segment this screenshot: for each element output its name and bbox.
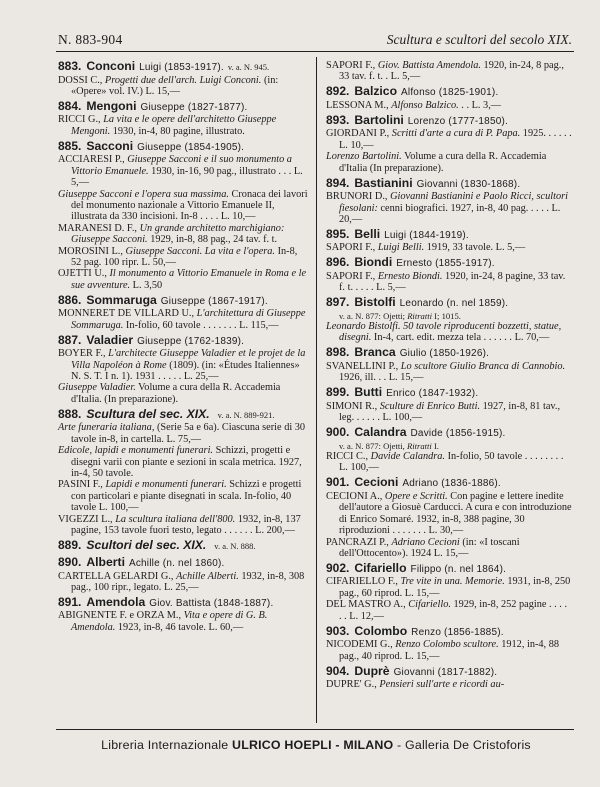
bibliography-item: MOROSINI L., Giuseppe Sacconi. La vita e l'opera. In-8, 52 pag. 100 ripr. L. 50,— [58, 245, 298, 268]
title-text: L'architettura di Giuseppe Sommaruga. [71, 308, 306, 331]
catalog-entry [58, 294, 308, 331]
entry-dates: Alfonso (1825-1901). [401, 87, 499, 99]
entry-heading [58, 408, 308, 423]
bibliography-item: GIORDANI P., Scritti d'arte a cura di P. Papa. 1925. . . . . . L. 10,— [326, 128, 572, 151]
entry-name: Duprè [354, 663, 390, 678]
title-text: L'architecte Giuseppe Valadier et le projet de la Villa Napoléon à Rome [71, 348, 306, 371]
title-text: Giuseppe Sacconi e l'opera sua massima. [58, 188, 229, 200]
bibliography-item: BOYER F., L'architecte Giuseppe Valadier et le projet de la Villa Napoléon à Rome (1809). (in: «Études Italiennes» N. S. T. I n. 1). 1931 . . . . . L. 25,— [58, 348, 306, 382]
footer-pre: Libreria Internazionale [101, 738, 229, 752]
entry-reference: v. a. N. 877: Ojetti, Ritratti I. [339, 440, 439, 451]
entry-heading [58, 100, 308, 115]
entry-name: Bartolini [354, 112, 404, 127]
catalog-entry [326, 60, 572, 83]
entry-number: 903. [326, 623, 350, 638]
entry-name: Biondi [354, 255, 393, 270]
bibliography-item: SAPORI F., Luigi Belli. 1919, 33 tavole. L. 5,— [326, 242, 526, 254]
bibliography-item: PANCRAZI P., Adriano Cecioni (in: «I toscani dell'Ottocento»). 1924 L. 15,— [326, 536, 520, 559]
title-text: Adriano Cecioni [391, 536, 460, 548]
entry-name: Bistolfi [354, 295, 396, 310]
title-text: Arte funeraria italiana, [58, 422, 155, 434]
entry-heading [58, 556, 308, 571]
entry-dates: Giuseppe (1867-1917). [160, 295, 268, 307]
bibliography-item: MONNERET DE VILLARD U., L'architettura di Giuseppe Sommaruga. In-folio, 60 tavole . . . . . . . L. 115,— [58, 308, 306, 331]
entry-number: 902. [326, 560, 350, 575]
entry-name: Belli [354, 226, 381, 241]
entry-name: Calandra [354, 425, 407, 440]
entry-number: 889. [58, 537, 82, 552]
bibliography-item: DOSSI C., Progetti due dell'arch. Luigi Conconi. (in: «Opere» vol. IV.) L. 15,— [58, 74, 279, 97]
title-text: La vita e le opere dell'architetto Giuseppe Mengoni. [71, 114, 277, 137]
entry-number: 894. [326, 175, 350, 190]
title-text: Lo scultore Giulio Branca di Cannobio. [400, 360, 566, 372]
entry-dates: Giuseppe (1762-1839). [137, 335, 245, 347]
bibliography-item: LESSONA M., Alfonso Balzico. . . L. 3,— [326, 99, 502, 111]
entry-name: Butti [354, 385, 383, 400]
entry-cross-ref: v. a. N. 888. [214, 540, 256, 551]
title-text: Progetti due dell'arch. Luigi Conconi. [104, 74, 262, 86]
entry-dates: Giov. Battista (1848-1887). [149, 597, 274, 609]
title-text: Giov. Battista Amendola. [377, 60, 481, 71]
entry-name: Balzico [354, 84, 398, 99]
entry-number: 899. [326, 385, 350, 400]
catalog-entry [326, 256, 572, 293]
entry-dates: Renzo (1856-1885). [411, 626, 504, 638]
catalog-entry [326, 476, 572, 559]
entry-name: Amendola [86, 594, 146, 609]
title-text: Achille Alberti. [176, 570, 239, 582]
title-text: Ritratti [406, 440, 432, 451]
entry-heading [58, 140, 308, 155]
entry-heading [326, 296, 572, 311]
entry-cross-ref: v. a. N. 945. [227, 62, 270, 72]
title-text: Vita e opere di G. B. Amendola. [71, 610, 268, 633]
entry-number: 884. [58, 98, 82, 113]
catalog-entry [326, 296, 572, 344]
entry-heading [326, 665, 572, 680]
entry-number: 887. [58, 332, 82, 347]
title-text: Tre vite in una. Memorie. [400, 576, 505, 588]
catalog-entry [326, 426, 572, 474]
header-rule [56, 51, 574, 52]
column-divider [316, 57, 317, 723]
bibliography-item: NICODEMI G., Renzo Colombo scultore. 1912, in-4, 88 pag., 40 riprod. L. 15,— [326, 639, 560, 662]
entry-heading [326, 476, 572, 491]
catalog-entry [326, 114, 572, 174]
entry-number: 886. [58, 292, 82, 307]
entry-dates: Giulio (1850-1926). [399, 348, 490, 360]
entry-name: Conconi [86, 59, 136, 73]
catalog-entry [326, 177, 572, 226]
entry-name: Alberti [86, 555, 125, 570]
entry-reference: v. a. N. 877: Ojetti; Ritratti I; 1015. [339, 310, 461, 321]
title-text: Scritti d'arte a cura di P. Papa. [391, 128, 521, 140]
footer-rule [56, 729, 574, 730]
title-text: Ritratti [407, 310, 433, 321]
entry-heading [326, 625, 572, 640]
bibliography-item: Giuseppe Sacconi e l'opera sua massima. Cronaca dei lavori del monumento nazionale a Vittorio Emanuele II, illustrata da 330 incisioni. In-8 . . . . L. 10,— [58, 188, 308, 223]
entry-dates: Filippo (n. nel 1864). [410, 563, 507, 575]
bibliography-item: DUPRE' G., Pensieri sull'arte e ricordi au- [326, 679, 505, 691]
entry-number: 904. [326, 663, 350, 678]
title-text: Renzo Colombo scultore. [395, 639, 499, 651]
entry-heading [326, 256, 572, 271]
entry-heading [58, 60, 308, 75]
bibliography-item: SAPORI F., Giov. Battista Amendola. 1920, in-24, 8 pag., 33 tav. f. t. . L. 5,— [326, 60, 564, 83]
title-text: Il monumento a Vittorio Emanuele in Roma e le sue avventure. [71, 268, 307, 291]
bibliography-item: VIGEZZI L., La scultura italiana dell'800. 1932, in-8, 137 pagine, 153 tavole fuori testo, legato . . . . . . L. 200,— [58, 513, 301, 536]
entry-number: 895. [326, 226, 350, 241]
entry-heading [58, 334, 308, 349]
bibliography-item: Arte funeraria italiana, (Serie 5a e 6a). Ciascuna serie di 30 tavole in-8, in cartella. L. 75,— [58, 422, 306, 445]
catalog-entry [326, 228, 572, 254]
catalog-entry [58, 596, 308, 633]
entry-heading [58, 596, 308, 611]
catalog-entry [58, 334, 308, 406]
entry-name: Scultura del sec. XIX. [86, 406, 210, 421]
entry-dates: Leonardo (n. nel 1859). [399, 298, 509, 310]
entry-name: Cifariello [354, 560, 407, 575]
entry-name: Bastianini [354, 175, 413, 190]
entry-dates: Giovanni (1817-1882). [393, 666, 498, 678]
entry-dates: Adriano (1836-1886). [402, 478, 501, 490]
left-column [58, 60, 308, 636]
entry-number: 897. [326, 295, 350, 310]
title-text: Giovanni Bastianini e Paolo Ricci, scultori fiesolani: [339, 191, 568, 214]
entry-number: 890. [58, 555, 82, 570]
catalog-entry [58, 556, 308, 593]
entry-dates: Ernesto (1855-1917). [396, 258, 495, 270]
title-text: Giuseppe Valadier. [58, 382, 136, 394]
header-title: Scultura e scultori del secolo XIX. [386, 32, 572, 47]
bibliography-item: SAPORI F., Ernesto Biondi. 1920, in-24, 8 pagine, 33 tav. f. t. . . . . L. 5,— [326, 270, 566, 294]
catalog-entry [326, 85, 572, 111]
footer-brand: ULRICO HOEPLI - MILANO [232, 738, 394, 752]
title-text: Edicole, lapidi e monumenti funerari. [58, 445, 214, 457]
entry-heading [326, 177, 572, 192]
entry-dates: Davide (1856-1915). [410, 428, 506, 440]
entry-dates: Giuseppe (1827-1877). [140, 101, 248, 113]
header-range: N. 883-904 [58, 32, 123, 47]
bibliography-item: BRUNORI D., Giovanni Bastianini e Paolo Ricci, scultori fiesolani: cenni biografici. 1927, in-8, 40 pag. . . . . L. 20,— [326, 191, 568, 225]
bibliography-item: SIMONI R., Sculture di Enrico Butti. 1927, in-8, 81 tav., leg. . . . . . L. 100,— [326, 400, 561, 424]
footer-post: - Galleria De Cristoforis [397, 738, 531, 752]
entry-cross-ref: v. a. N. 889-921. [217, 409, 275, 420]
catalog-entry [58, 100, 308, 137]
bibliography-item: ACCIARESI P., Giuseppe Sacconi e il suo monumento a Vittorio Emanuele. 1930, in-16, 90 pag., illustrato . . . L. 5,— [58, 154, 303, 189]
title-text: Lapidi e monumenti funerari. [105, 479, 227, 491]
entry-heading [58, 539, 308, 554]
catalog-entry [58, 60, 308, 97]
entry-number: 900. [326, 425, 350, 440]
catalog-entry [58, 539, 308, 554]
entry-dates: Enrico (1847-1932). [386, 388, 479, 400]
entry-heading [326, 228, 572, 243]
title-text: Leonardo Bistolfi. 50 tavole riproducenti bozzetti, statue, disegni. [326, 321, 562, 344]
entry-heading [326, 386, 572, 401]
title-text: Lorenzo Bartolini. [326, 151, 402, 163]
bibliography-item: PASINI F., Lapidi e monumenti funerari. Schizzi e progetti con particolari e piante disegnati in scala. In-folio, 40 tavole L. 100,— [58, 479, 302, 514]
entry-dates: Achille (n. nel 1860). [128, 558, 225, 570]
title-text: Davide Calandra. [370, 450, 446, 462]
entry-heading [326, 562, 572, 577]
entry-number: 885. [58, 138, 82, 153]
entry-heading [326, 426, 572, 441]
bibliography-item: CARTELLA GELARDI G., Achille Alberti. 1932, in-8, 308 pag., 100 ripr., legato. L. 25,— [58, 570, 305, 593]
entry-name: Scultori del sec. XIX. [86, 537, 207, 552]
entry-dates: Luigi (1853-1917). [139, 62, 224, 73]
title-text: Alfonso Balzico. [391, 99, 459, 111]
entry-dates: Luigi (1844-1919). [384, 229, 469, 241]
entry-number: 891. [58, 594, 82, 609]
title-text: La scultura italiana dell'800. [115, 513, 236, 525]
bibliography-item: RICCI G., La vita e le opere dell'architetto Giuseppe Mengoni. 1930, in-4, 80 pagine, illustrato. [58, 114, 277, 137]
entry-number: 896. [326, 255, 350, 270]
catalog-entry [326, 625, 572, 662]
bibliography-item: Giuseppe Valadier. Volume a cura della R. Accademia d'Italia. (In preparazione). [58, 382, 281, 405]
entry-number: 898. [326, 345, 350, 360]
entry-name: Colombo [354, 623, 408, 638]
title-text: Giuseppe Sacconi. La vita e l'opera. [125, 245, 275, 257]
right-column [326, 60, 572, 693]
entry-heading [326, 114, 572, 129]
entry-dates: Giovanni (1830-1868). [416, 178, 521, 190]
bibliography-item: CIFARIELLO F., Tre vite in una. Memorie. 1931, in-8, 250 pag., 60 riprod. L. 15,— [326, 576, 571, 599]
title-text: Cifariello. [408, 599, 451, 611]
bibliography-item: Lorenzo Bartolini. Volume a cura della R. Accademia d'Italia (In preparazione). [326, 151, 547, 174]
entry-heading [58, 294, 308, 309]
bibliography-item: OJETTI U., Il monumento a Vittorio Emanuele in Roma e le sue avventure. L. 3,50 [58, 268, 307, 291]
entry-name: Sacconi [86, 138, 134, 153]
title-text: Giuseppe Sacconi e il suo monumento a Vittorio Emanuele. [71, 154, 292, 177]
entry-name: Valadier [86, 332, 134, 347]
bibliography-item: Leonardo Bistolfi. 50 tavole riproducenti bozzetti, statue, disegni. In-4, cart. edit. mezza tela . . . . . . L. 70,— [326, 321, 562, 344]
page-header [58, 32, 572, 50]
page-footer [58, 738, 574, 752]
entry-dates: Lorenzo (1777-1850). [407, 115, 508, 127]
title-text: Pensieri sull'arte e ricordi au- [379, 679, 505, 691]
entry-heading [326, 85, 572, 100]
title-text: Sculture di Enrico Butti. [379, 400, 481, 412]
entry-number: 901. [326, 475, 350, 490]
entry-number: 893. [326, 112, 350, 127]
bibliography-item: ABIGNENTE F. e ORZA M., Vita e opere di G. B. Amendola. 1923, in-8, 46 tavole. L. 60,— [58, 610, 268, 633]
title-text: Opere e Scritti. [384, 490, 448, 502]
bibliography-item: RICCI C., Davide Calandra. In-folio, 50 tavole . . . . . . . . L. 100,— [326, 450, 564, 474]
bibliography-item: Edicole, lapidi e monumenti funerari. Schizzi, progetti e disegni varii con piante e sezioni in scala metrica. 1927, in-4, 50 tavole. [58, 445, 302, 479]
entry-name: Branca [354, 345, 396, 360]
entry-heading [326, 346, 572, 361]
bibliography-item: CECIONI A., Opere e Scritti. Con pagine e lettere inedite dell'autore a Giosuè Carducci. A cura e con introduzione di Enrico Somaré. 1932, in-8, 388 pagine, 30 riproduzioni . . . . . . . L. 30,— [326, 490, 572, 537]
entry-number: 883. [58, 59, 82, 73]
entry-name: Sommaruga [86, 292, 157, 307]
catalog-entry [58, 408, 308, 537]
bibliography-item: SVANELLINI P., Lo scultore Giulio Branca di Cannobio. 1926, ill. . . L. 15,— [326, 360, 566, 384]
entry-dates: Giuseppe (1854-1905). [137, 141, 245, 153]
catalog-entry [58, 140, 308, 291]
entry-number: 888. [58, 406, 82, 421]
catalog-entry [326, 386, 572, 423]
catalog-entry [326, 346, 572, 383]
title-text: Un grande architetto marchigiano: Giuseppe Sacconi. [71, 222, 285, 246]
entry-number: 892. [326, 84, 350, 99]
title-text: Luigi Belli. [377, 242, 425, 254]
catalog-entry [326, 665, 572, 691]
bibliography-item: MARANESI D. F., Un grande architetto marchigiano: Giuseppe Sacconi. 1929, in-8, 88 pag., 24 tav. f. t. [58, 222, 285, 246]
entry-name: Cecioni [354, 475, 399, 490]
bibliography-item: DEL MASTRO A., Cifariello. 1929, in-8, 252 pagine . . . . . . L. 12,— [326, 599, 568, 622]
entry-name: Mengoni [86, 98, 137, 113]
catalog-entry [326, 562, 572, 622]
title-text: Ernesto Biondi. [377, 270, 443, 282]
